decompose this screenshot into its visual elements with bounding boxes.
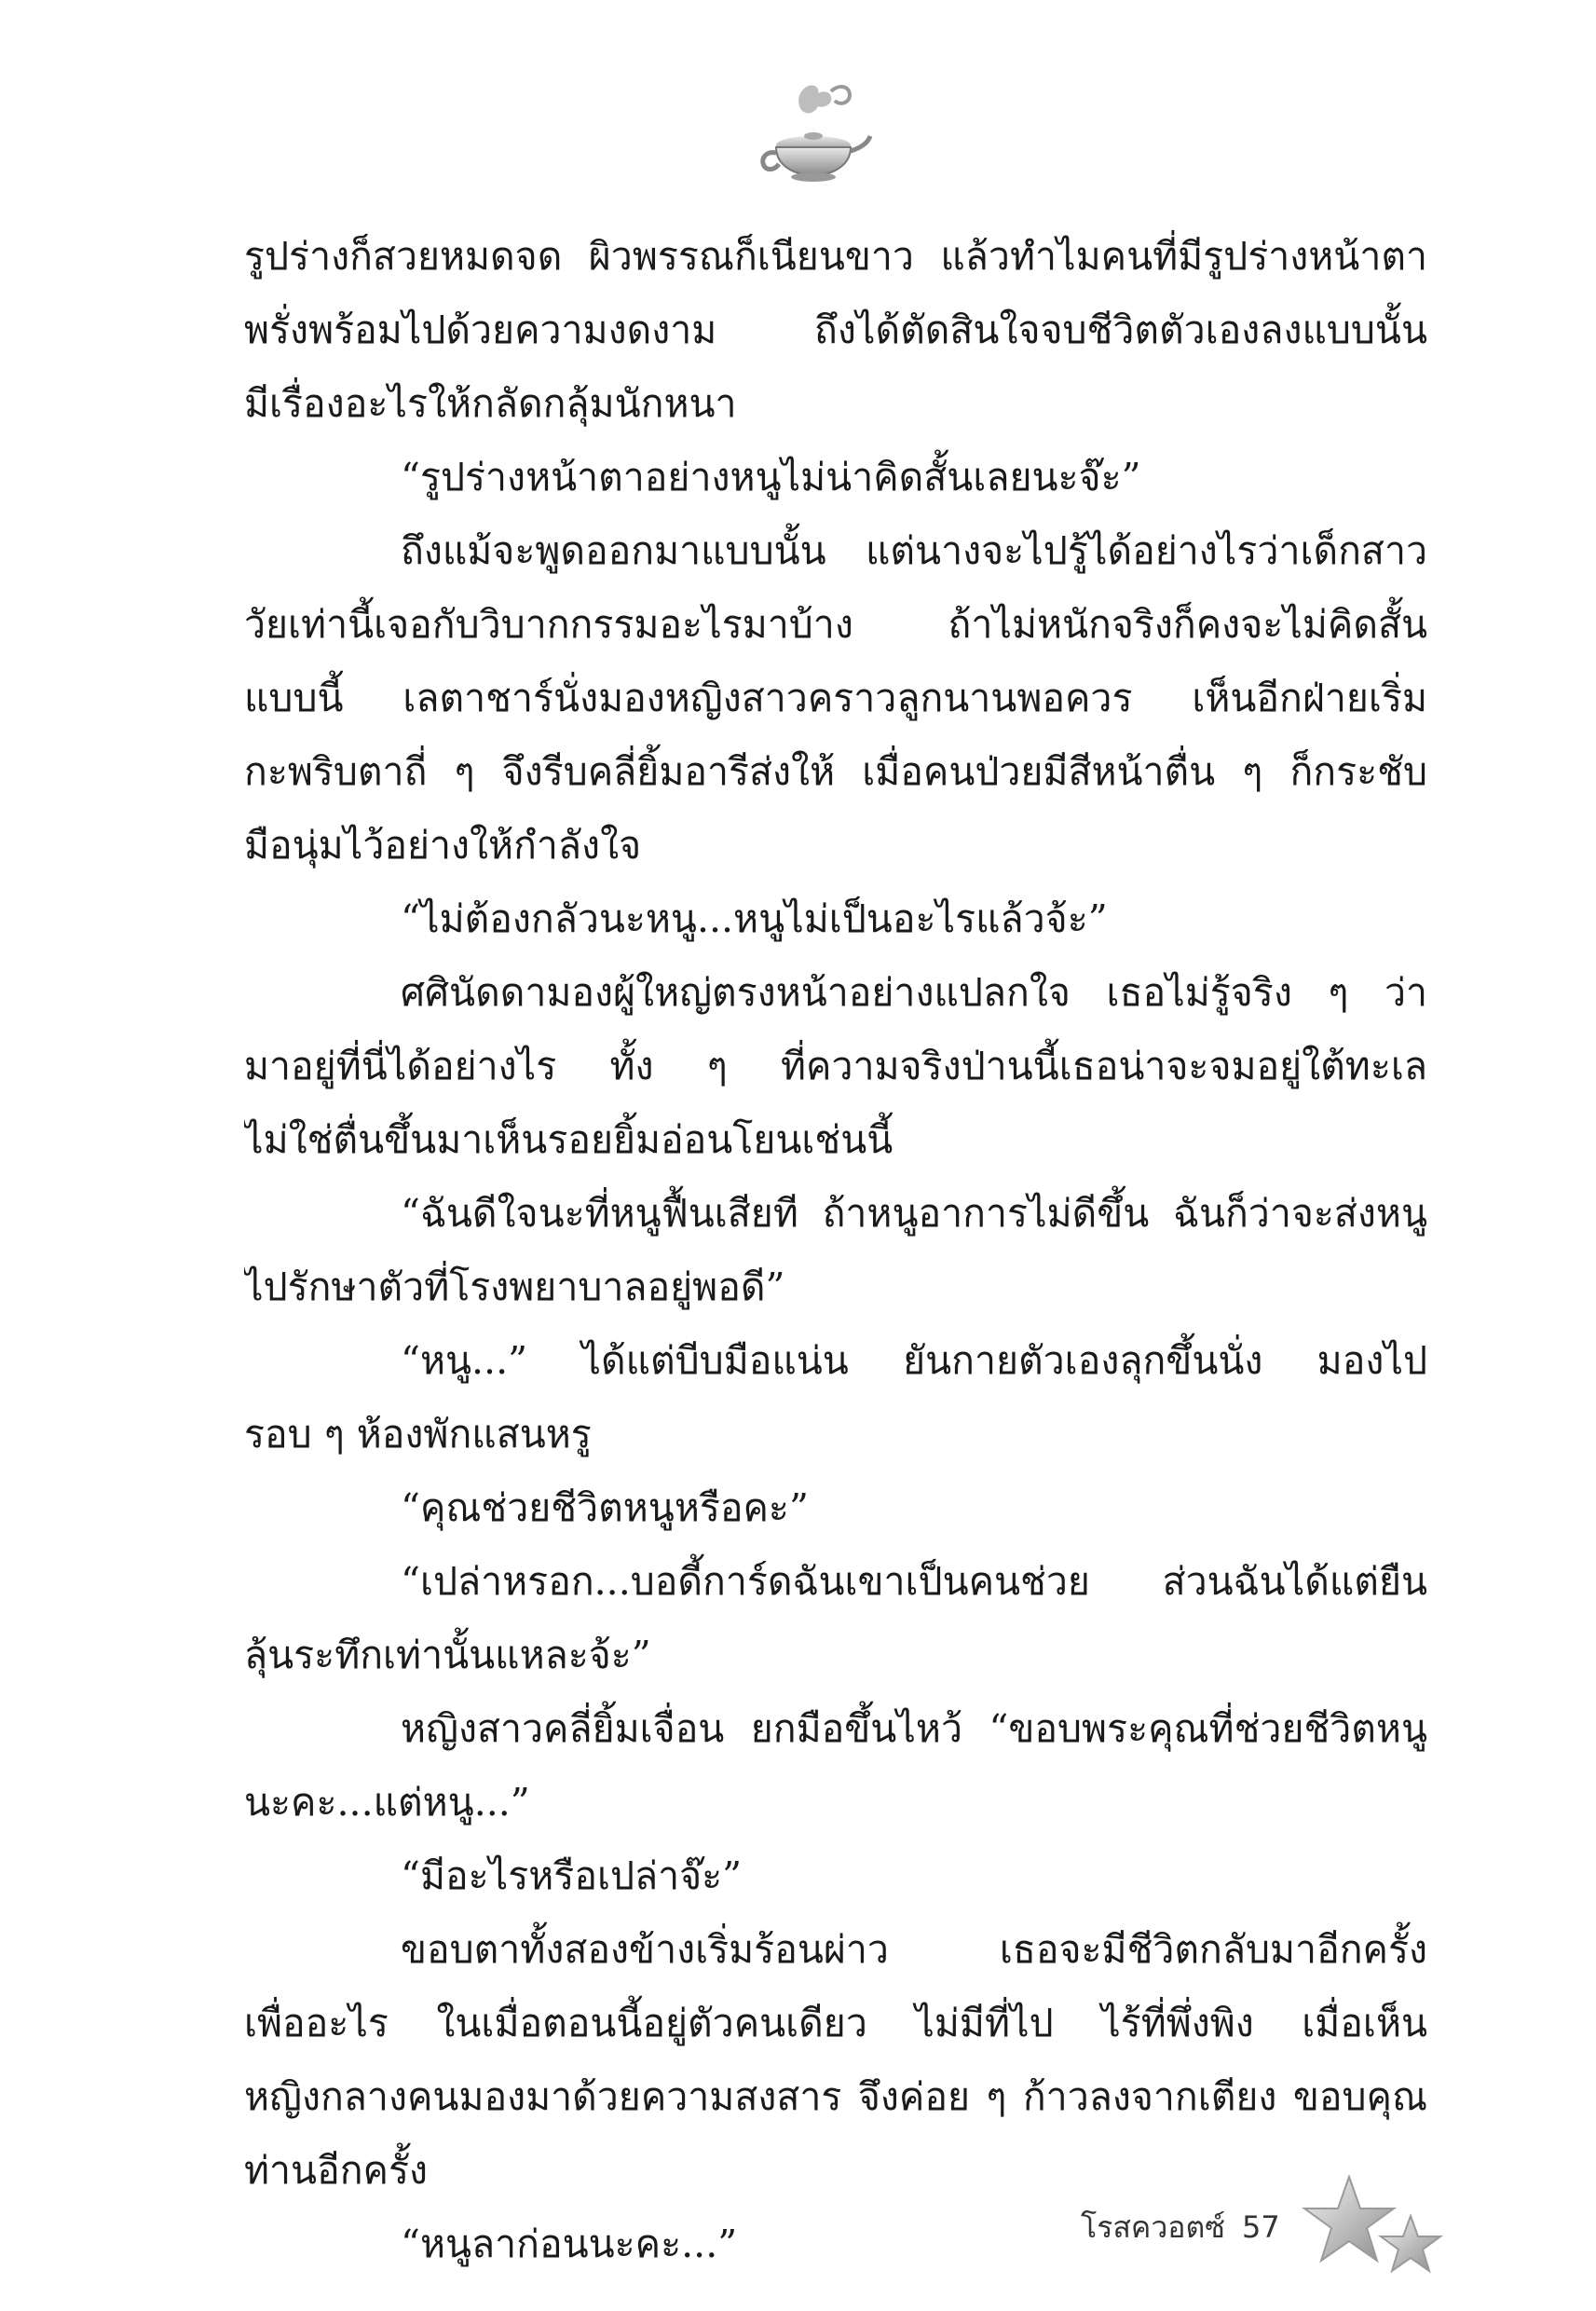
text-line: วัยเท่านี้เจอกับวิบากกรรมอะไรมาบ้าง ถ้าไม่หนักจริงก็คงจะไม่คิดสั้น [244, 602, 1427, 647]
text-line: กะพริบตาถี่ ๆ จึงรีบคลี่ยิ้มอารีส่งให้ เมื่อคนป่วยมีสีหน้าตื่น ๆ ก็กระชับ [244, 749, 1427, 794]
text-line: หญิงกลางคนมองมาด้วยความสงสาร จึงค่อย ๆ ก้าวลงจากเตียง ขอบคุณ [244, 2074, 1427, 2119]
stars-icon [1301, 2171, 1450, 2283]
text-line: มือนุ่มไว้อย่างให้กำลังใจ [244, 823, 642, 868]
text-line: “หนู...” ได้แต่บีบมือแน่น ยันกายตัวเองลุกขึ้นนั่ง มองไป [401, 1338, 1427, 1383]
text-line: นะคะ...แต่หนู...” [244, 1780, 530, 1825]
text-line: “คุณช่วยชีวิตหนูหรือคะ” [401, 1485, 809, 1530]
body-text [244, 220, 1427, 2281]
text-line: ไม่ใช่ตื่นขึ้นมาเห็นรอยยิ้มอ่อนโยนเช่นนี้ [244, 1117, 893, 1162]
text-line: “มีอะไรหรือเปล่าจ๊ะ” [401, 1853, 743, 1898]
text-line: รูปร่างก็สวยหมดจด ผิวพรรณก็เนียนขาว แล้วทำไมคนที่มีรูปร่างหน้าตา [244, 234, 1427, 279]
text-line: มาอยู่ที่นี่ได้อย่างไร ทั้ง ๆ ที่ความจริงป่านนี้เธอน่าจะจมอยู่ใต้ทะเล [244, 1044, 1427, 1088]
text-line: “เปล่าหรอก...บอดี้การ์ดฉันเขาเป็นคนช่วย ส่วนฉันได้แต่ยืน [401, 1559, 1427, 1604]
text-line: ศศินัดดามองผู้ใหญ่ตรงหน้าอย่างแปลกใจ เธอไม่รู้จริง ๆ ว่า [401, 970, 1427, 1015]
text-line: “ฉันดีใจนะที่หนูฟื้นเสียที ถ้าหนูอาการไม่ดีขึ้น ฉันก็ว่าจะส่งหนู [401, 1191, 1427, 1236]
text-line: ถึงแม้จะพูดออกมาแบบนั้น แต่นางจะไปรู้ได้อย่างไรว่าเด็กสาว [401, 528, 1427, 573]
text-line: หญิงสาวคลี่ยิ้มเจื่อน ยกมือขึ้นไหว้ “ขอบพระคุณที่ช่วยชีวิตหนู [401, 1706, 1427, 1751]
text-line: แบบนี้ เลตาชาร์นั่งมองหญิงสาวคราวลูกนานพอควร เห็นอีกฝ่ายเริ่ม [244, 676, 1427, 720]
book-title: โรสควอตซ์ [1081, 2208, 1225, 2245]
page-number: 57 [1242, 2209, 1280, 2245]
text-line: เพื่ออะไร ในเมื่อตอนนี้อยู่ตัวคนเดียว ไม่มีที่ไป ไร้ที่พึ่งพิง เมื่อเห็น [244, 2001, 1427, 2045]
text-line: มีเรื่องอะไรให้กลัดกลุ้มนักหนา [244, 381, 737, 426]
text-line: ท่านอีกครั้ง [244, 2148, 428, 2193]
text-line: “ไม่ต้องกลัวนะหนู...หนูไม่เป็นอะไรแล้วจ้ะ” [401, 896, 1108, 941]
text-line: ไปรักษาตัวที่โรงพยาบาลอยู่พอดี” [244, 1265, 785, 1309]
genie-lamp-icon [753, 73, 874, 194]
page-footer [1081, 2190, 1450, 2264]
text-line: รอบ ๆ ห้องพักแสนหรู [244, 1412, 592, 1456]
text-line: “หนูลาก่อนนะคะ...” [401, 2222, 738, 2266]
text-line: พรั่งพร้อมไปด้วยความงดงาม ถึงได้ตัดสินใจจบชีวิตตัวเองลงแบบนั้น [244, 308, 1427, 352]
text-line: ขอบตาทั้งสองข้างเริ่มร้อนผ่าว เธอจะมีชีวิตกลับมาอีกครั้ง [401, 1927, 1427, 1972]
text-line: ลุ้นระทึกเท่านั้นแหละจ้ะ” [244, 1633, 651, 1677]
text-line: “รูปร่างหน้าตาอย่างหนูไม่น่าคิดสั้นเลยนะจ๊ะ” [401, 455, 1141, 499]
